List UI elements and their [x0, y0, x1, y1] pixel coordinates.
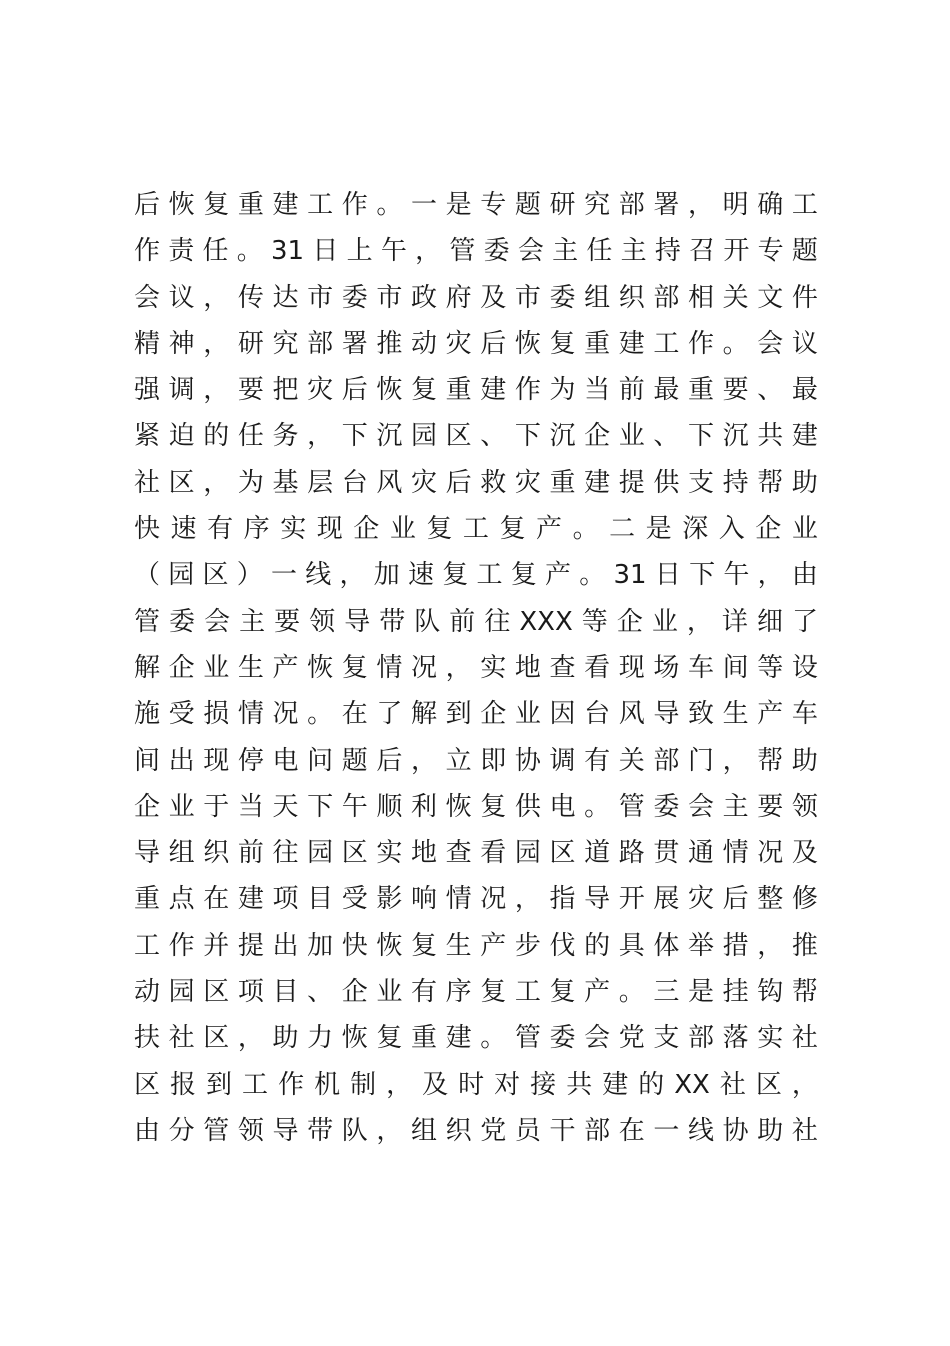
text-line: 快 速 有 序 实 现 企 业 复 工 复 产 。 二 是 深 入 企 业	[134, 514, 818, 545]
text-line: 企 业 于 当 天 下 午 顺 利 恢 复 供 电 。 管 委 会 主 要 领	[134, 791, 818, 822]
text-line: 由 分 管 领 导 带 队 ， 组 织 党 员 干 部 在 一 线 协 助 社	[134, 1115, 818, 1146]
text-line: 间 出 现 停 电 问 题 后 ， 立 即 协 调 有 关 部 门 ， 帮 助	[134, 745, 818, 776]
text-line: 工 作 并 提 出 加 快 恢 复 生 产 步 伐 的 具 体 举 措 ， 推	[134, 930, 818, 961]
text-line: 后 恢 复 重 建 工 作 。 一 是 专 题 研 究 部 署 ， 明 确 工	[134, 190, 818, 220]
document-body	[134, 182, 818, 1154]
text-line: 重 点 在 建 项 目 受 影 响 情 况 ， 指 导 开 展 灾 后 整 修	[134, 884, 818, 915]
text-line: 作 责 任 。 31 日 上 午 ， 管 委 会 主 任 主 持 召 开 专 题	[134, 236, 818, 267]
text-line: 管 委 会 主 要 领 导 带 队 前 往 XXX 等 企 业 ， 详 细 了	[134, 606, 818, 637]
text-line: 紧 迫 的 任 务 ， 下 沉 园 区 、 下 沉 企 业 、 下 沉 共 建	[134, 421, 818, 452]
text-line: 社 区 ， 为 基 层 台 风 灾 后 救 灾 重 建 提 供 支 持 帮 助	[134, 467, 818, 498]
text-line: 导 组 织 前 往 园 区 实 地 查 看 园 区 道 路 贯 通 情 况 及	[134, 838, 818, 869]
text-line: 施 受 损 情 况 。 在 了 解 到 企 业 因 台 风 导 致 生 产 车	[134, 699, 818, 730]
text-line: （ 园 区 ） 一 线 ， 加 速 复 工 复 产 。 31 日 下 午 ， 由	[134, 560, 818, 591]
text-line: 会 议 ， 传 达 市 委 市 政 府 及 市 委 组 织 部 相 关 文 件	[134, 282, 818, 313]
text-line: 区 报 到 工 作 机 制 ， 及 时 对 接 共 建 的 XX 社 区 ，	[134, 1069, 818, 1100]
text-line: 扶 社 区 ， 助 力 恢 复 重 建 。 管 委 会 党 支 部 落 实 社	[134, 1023, 818, 1054]
text-line: 动 园 区 项 目 、 企 业 有 序 复 工 复 产 。 三 是 挂 钩 帮	[134, 977, 818, 1008]
text-line: 精 神 ， 研 究 部 署 推 动 灾 后 恢 复 重 建 工 作 。 会 议	[134, 328, 818, 359]
text-line: 解 企 业 生 产 恢 复 情 况 ， 实 地 查 看 现 场 车 间 等 设	[134, 652, 818, 683]
text-line: 强 调 ， 要 把 灾 后 恢 复 重 建 作 为 当 前 最 重 要 、 最	[134, 375, 818, 406]
